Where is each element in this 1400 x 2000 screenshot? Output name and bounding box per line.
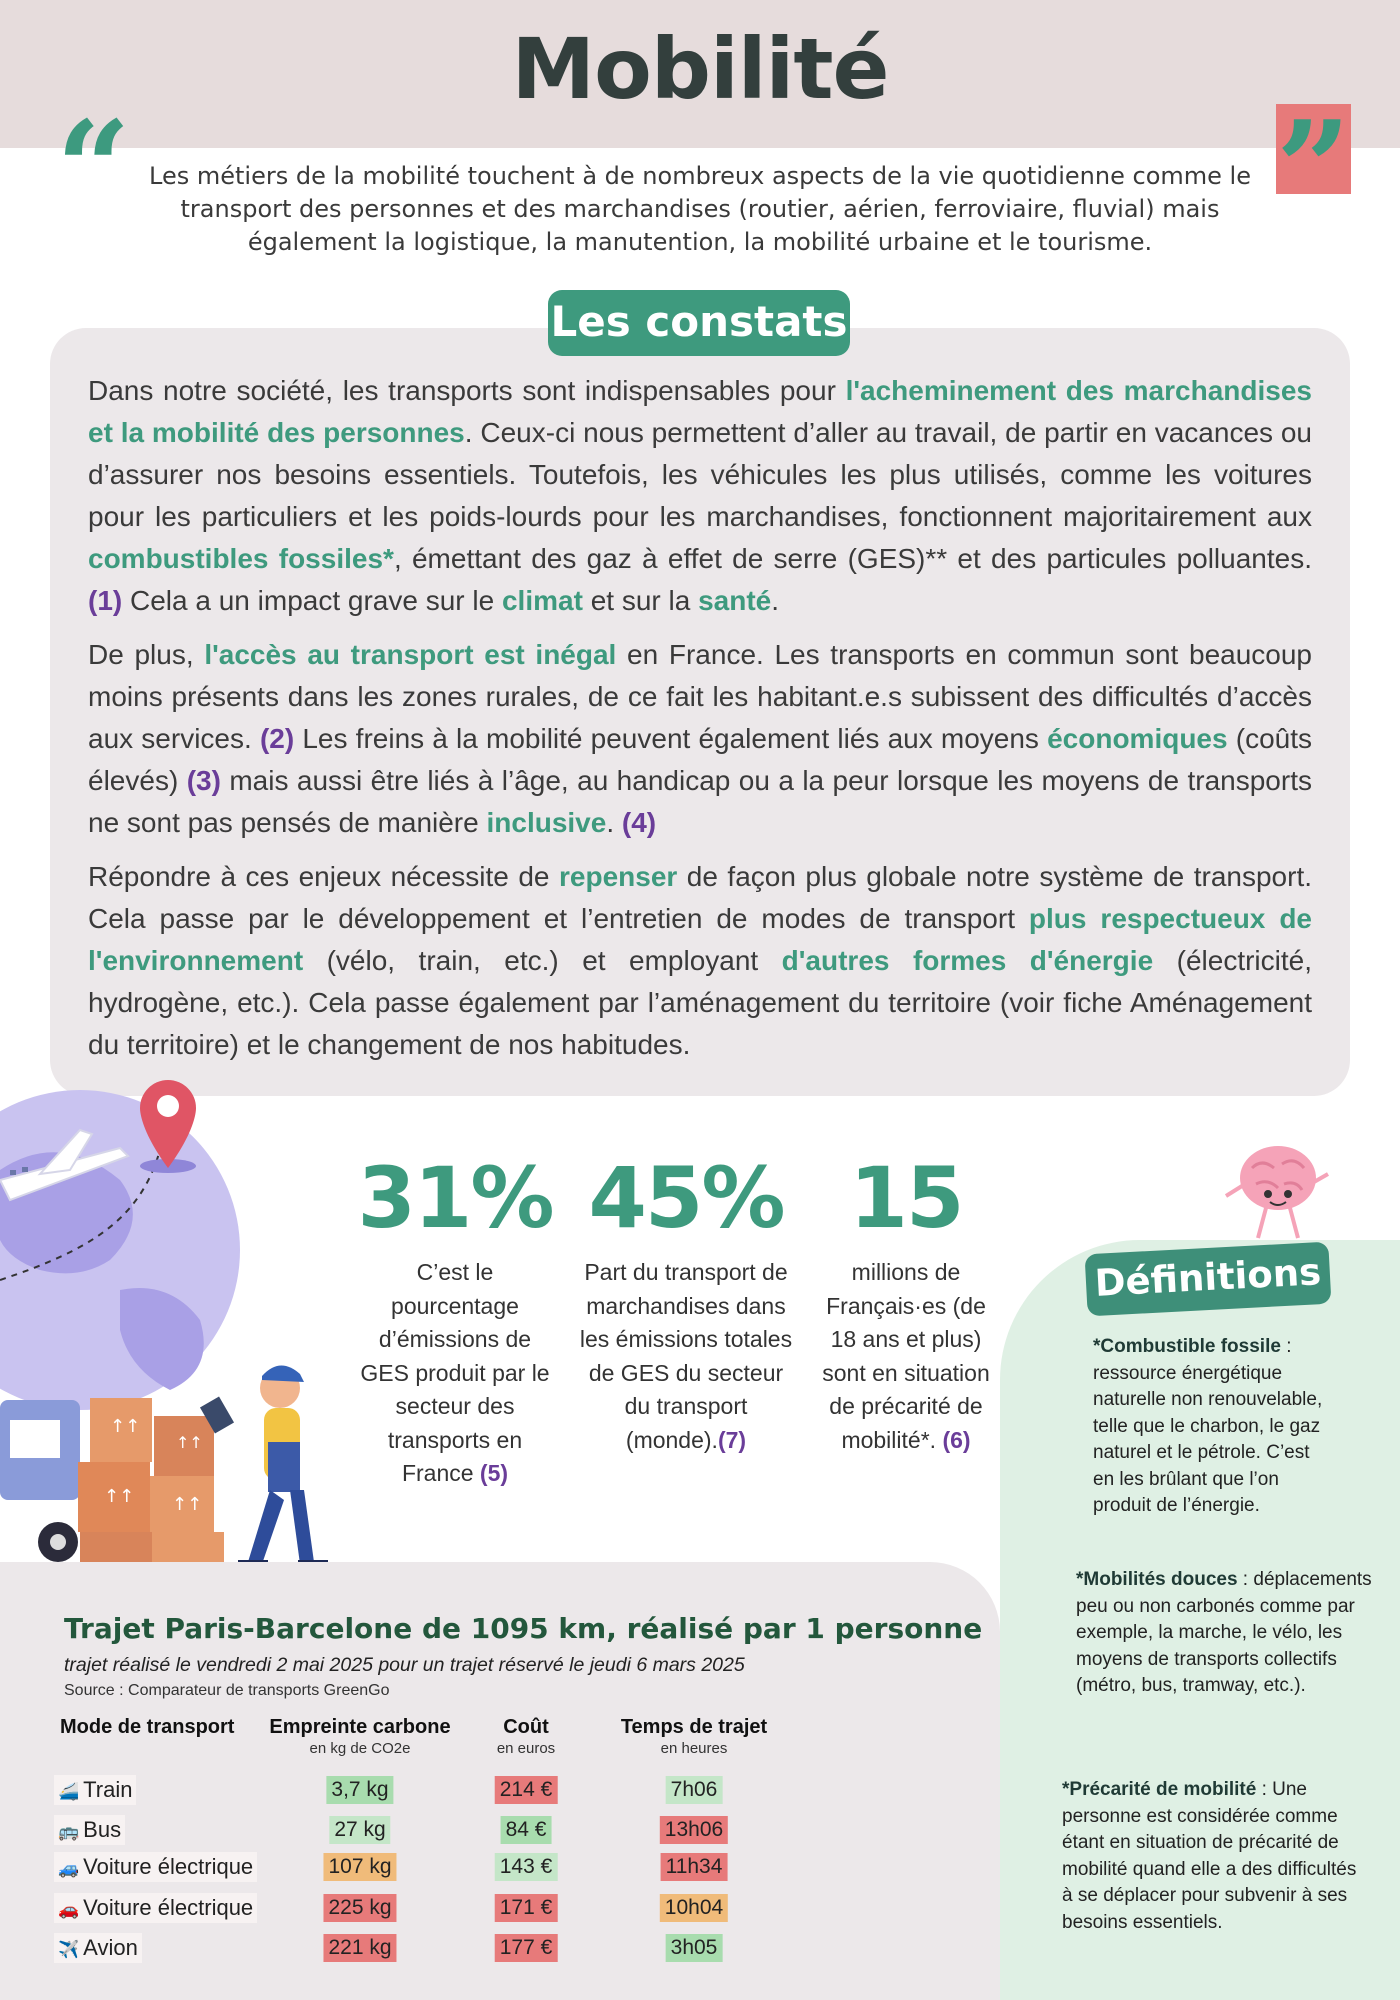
header-label: Mode de transport: [60, 1716, 235, 1738]
stat-emissions-france: [355, 1150, 555, 1491]
trip-subtitle: trajet réalisé le vendredi 2 mai 2025 pour un trajet réservé le jeudi 6 mars 2025: [64, 1654, 745, 1676]
text: .: [606, 807, 622, 838]
definition-text: ressource énergétique naturelle non renouvelable, telle que le charbon, le gaz naturel et le pétrole. C’est en les brûlant que l’on produit de l’énergie.: [1093, 1362, 1323, 1516]
carbon-cell: 27 kg: [329, 1816, 390, 1844]
trip-title: Trajet Paris-Barcelone de 1095 km, réalisé par 1 personne: [64, 1612, 983, 1645]
close-quote-icon: ”: [1276, 104, 1351, 194]
carbon-cell: 107 kg: [323, 1853, 396, 1881]
header-carbon: [258, 1716, 462, 1757]
highlight: combustibles fossiles*: [88, 543, 394, 574]
text: Les freins à la mobilité peuvent également liés aux moyens: [294, 723, 1048, 754]
time-cell: 10h04: [660, 1894, 728, 1922]
reference-link: (7): [717, 1426, 747, 1453]
definition-separator: :: [1256, 1779, 1273, 1800]
highlight: l'accès au transport est inégal: [204, 639, 617, 670]
carbon-cell: 225 kg: [323, 1894, 396, 1922]
header-label: Temps de trajet: [620, 1716, 768, 1738]
boxes-icon: [78, 1398, 224, 1570]
text: (électricité, hydrogène, etc.). Cela passe également par l’aménagement du territoire (voir fiche Aménagement du territoire) et le changement de nos habitudes.: [88, 945, 1312, 1060]
text: (vélo, train, etc.) et employant: [303, 945, 782, 976]
brain-mascot-icon: [1222, 1138, 1332, 1242]
stat-text: millions de Français·es (de 18 ans et plus) sont en situation de précarité de mobilité*.: [822, 1259, 990, 1453]
page-title: Mobilité: [511, 20, 889, 118]
definitions-title: Définitions: [1085, 1242, 1332, 1317]
stat-mobility-precarity: [818, 1150, 994, 1457]
text: et sur la: [582, 585, 699, 616]
text: Cela a un impact grave sur le: [122, 585, 502, 616]
highlight: inclusive: [486, 807, 607, 838]
airplane-icon: ✈️: [58, 1940, 80, 1959]
svg-text:↑↑: ↑↑: [176, 1433, 203, 1452]
time-cell: 3h05: [666, 1934, 723, 1962]
bus-icon: 🚌: [58, 1822, 80, 1841]
mode-label: Voiture électrique: [83, 1895, 254, 1920]
highlight: l'acheminement des marchandises et la mobilité des personnes: [88, 375, 1312, 448]
header-unit: en euros: [496, 1740, 556, 1757]
definition-separator: :: [1237, 1569, 1254, 1590]
highlight: économiques: [1047, 723, 1228, 754]
definition-term: *Combustible fossile: [1093, 1336, 1281, 1357]
stat-value: 45%: [588, 1149, 784, 1247]
reference-link: (5): [479, 1460, 509, 1486]
mode-label: Avion: [83, 1935, 138, 1960]
header-label: Empreinte carbone: [269, 1716, 451, 1738]
header-cost: [476, 1716, 576, 1757]
cost-cell: 177 €: [495, 1934, 558, 1962]
stat-value: 15: [849, 1149, 963, 1247]
highlight: santé: [698, 585, 772, 616]
header-unit: en kg de CO2e: [309, 1740, 411, 1757]
constats-body: [88, 370, 1312, 1078]
time-cell: 7h06: [666, 1776, 723, 1804]
trip-source: Source : Comparateur de transports GreenGo: [64, 1682, 390, 1699]
mode-label: Bus: [83, 1817, 122, 1842]
train-icon: 🚄: [58, 1782, 80, 1801]
definition-term: *Mobilités douces: [1076, 1569, 1238, 1590]
definition-separator: :: [1280, 1336, 1292, 1357]
time-cell: 13h06: [660, 1816, 728, 1844]
constats-paragraph: [88, 856, 1312, 1066]
highlight: repenser: [559, 861, 678, 892]
carbon-cell: 3,7 kg: [326, 1776, 393, 1804]
definition-text: déplacements peu ou non carbonés comme par exemple, la marche, le vélo, les moyens de transports collectifs (métro, bus, tramway, etc.).: [1076, 1569, 1372, 1696]
intro-text: Les métiers de la mobilité touchent à de nombreux aspects de la vie quotidienne comme le transport des personnes et des marchandises (routier, aérien, ferroviaire, fluvial) mais également la logistique, la manutention, la mobilité urbaine et le tourisme.: [149, 162, 1251, 256]
reference-link: (3): [186, 765, 221, 796]
time-cell: 11h34: [661, 1853, 728, 1881]
reference-link: (2): [259, 723, 295, 754]
table-row-mode: [54, 1852, 257, 1882]
cost-cell: 84 €: [501, 1816, 552, 1844]
svg-text:↑↑: ↑↑: [104, 1486, 135, 1507]
text: (coûts élevés): [88, 723, 1312, 796]
definition-term: *Précarité de mobilité: [1062, 1779, 1257, 1800]
highlight: d'autres formes d'énergie: [781, 945, 1154, 976]
table-row-mode: [54, 1893, 257, 1923]
stat-description: [818, 1256, 994, 1457]
text: Répondre à ces enjeux nécessite de: [88, 861, 559, 892]
text: de façon plus globale notre système de transport. Cela passe par le développement et l’entretien de modes de transport: [88, 861, 1312, 934]
definition-text: Une personne est considérée comme étant en situation de précarité de mobilité quand elle a des difficultés à se déplacer pour subvenir à ses besoins essentiels.: [1062, 1779, 1357, 1933]
text: Dans notre société, les transports sont indispensables pour: [88, 375, 846, 406]
table-row-mode: [54, 1815, 125, 1845]
definition-item: [1062, 1777, 1372, 1936]
stat-value: 31%: [357, 1149, 553, 1247]
highlight: climat: [501, 585, 583, 616]
stat-description: [578, 1256, 794, 1457]
reference-link: (1): [88, 585, 123, 616]
mode-label: Voiture électrique: [83, 1854, 254, 1879]
mode-label: Train: [83, 1777, 133, 1802]
text: .: [771, 585, 780, 616]
text: De plus,: [88, 639, 205, 670]
constats-paragraph: [88, 370, 1312, 622]
header-label: Coût: [503, 1716, 549, 1738]
text: , émettant des gaz à effet de serre (GES)** et des particules polluantes.: [393, 543, 1313, 574]
open-quote-icon: “: [56, 104, 131, 194]
stat-freight-share: [578, 1150, 794, 1457]
table-row-mode: [54, 1775, 136, 1805]
definition-item: [1093, 1334, 1333, 1520]
reference-link: (6): [942, 1426, 971, 1453]
stat-text: C’est le pourcentage d’émissions de GES produit par le secteur des transports en France: [360, 1259, 550, 1486]
highlight: plus respectueux de l'environnement: [88, 903, 1312, 976]
stat-text: Part du transport de marchandises dans les émissions totales de GES du secteur du transport (monde).: [579, 1259, 793, 1453]
reference-link: (4): [621, 807, 657, 838]
constats-title: Les constats: [548, 290, 850, 356]
definition-item: [1076, 1567, 1376, 1700]
header-unit: en heures: [660, 1740, 728, 1757]
header-time: [600, 1716, 788, 1757]
cost-cell: 214 €: [495, 1776, 558, 1804]
table-row-mode: [54, 1933, 142, 1963]
car-icon: 🚗: [58, 1900, 80, 1919]
cost-cell: 143 €: [495, 1853, 558, 1881]
header-band: [0, 0, 1400, 148]
text: mais aussi être liés à l’âge, au handicap ou a la peur lorsque les moyens de transports ne sont pas pensés de manière: [88, 765, 1312, 838]
carbon-cell: 221 kg: [323, 1934, 396, 1962]
stat-description: [355, 1256, 555, 1491]
text: en France. Les transports en commun sont beaucoup moins présents dans les zones rurales, de ce fait les habitant.e.s subissent des difficultés d’accès aux services.: [88, 639, 1313, 754]
suv-icon: 🚙: [58, 1859, 80, 1878]
svg-text:↑↑: ↑↑: [110, 1416, 141, 1437]
constats-paragraph: [88, 634, 1312, 844]
header-mode: [60, 1716, 234, 1739]
text: . Ceux-ci nous permettent d’aller au travail, de partir en vacances ou d’assurer nos besoins essentiels. Toutefois, les véhicules les plus utilisés, comme les voitures pour les particuliers et les poids-lourds pour les marchandises, fonctionnent majoritairement aux: [88, 417, 1312, 532]
cost-cell: 171 €: [495, 1894, 558, 1922]
svg-text:↑↑: ↑↑: [172, 1494, 203, 1515]
truck-icon: [0, 1400, 80, 1562]
logistics-illustration: [0, 1070, 340, 1570]
